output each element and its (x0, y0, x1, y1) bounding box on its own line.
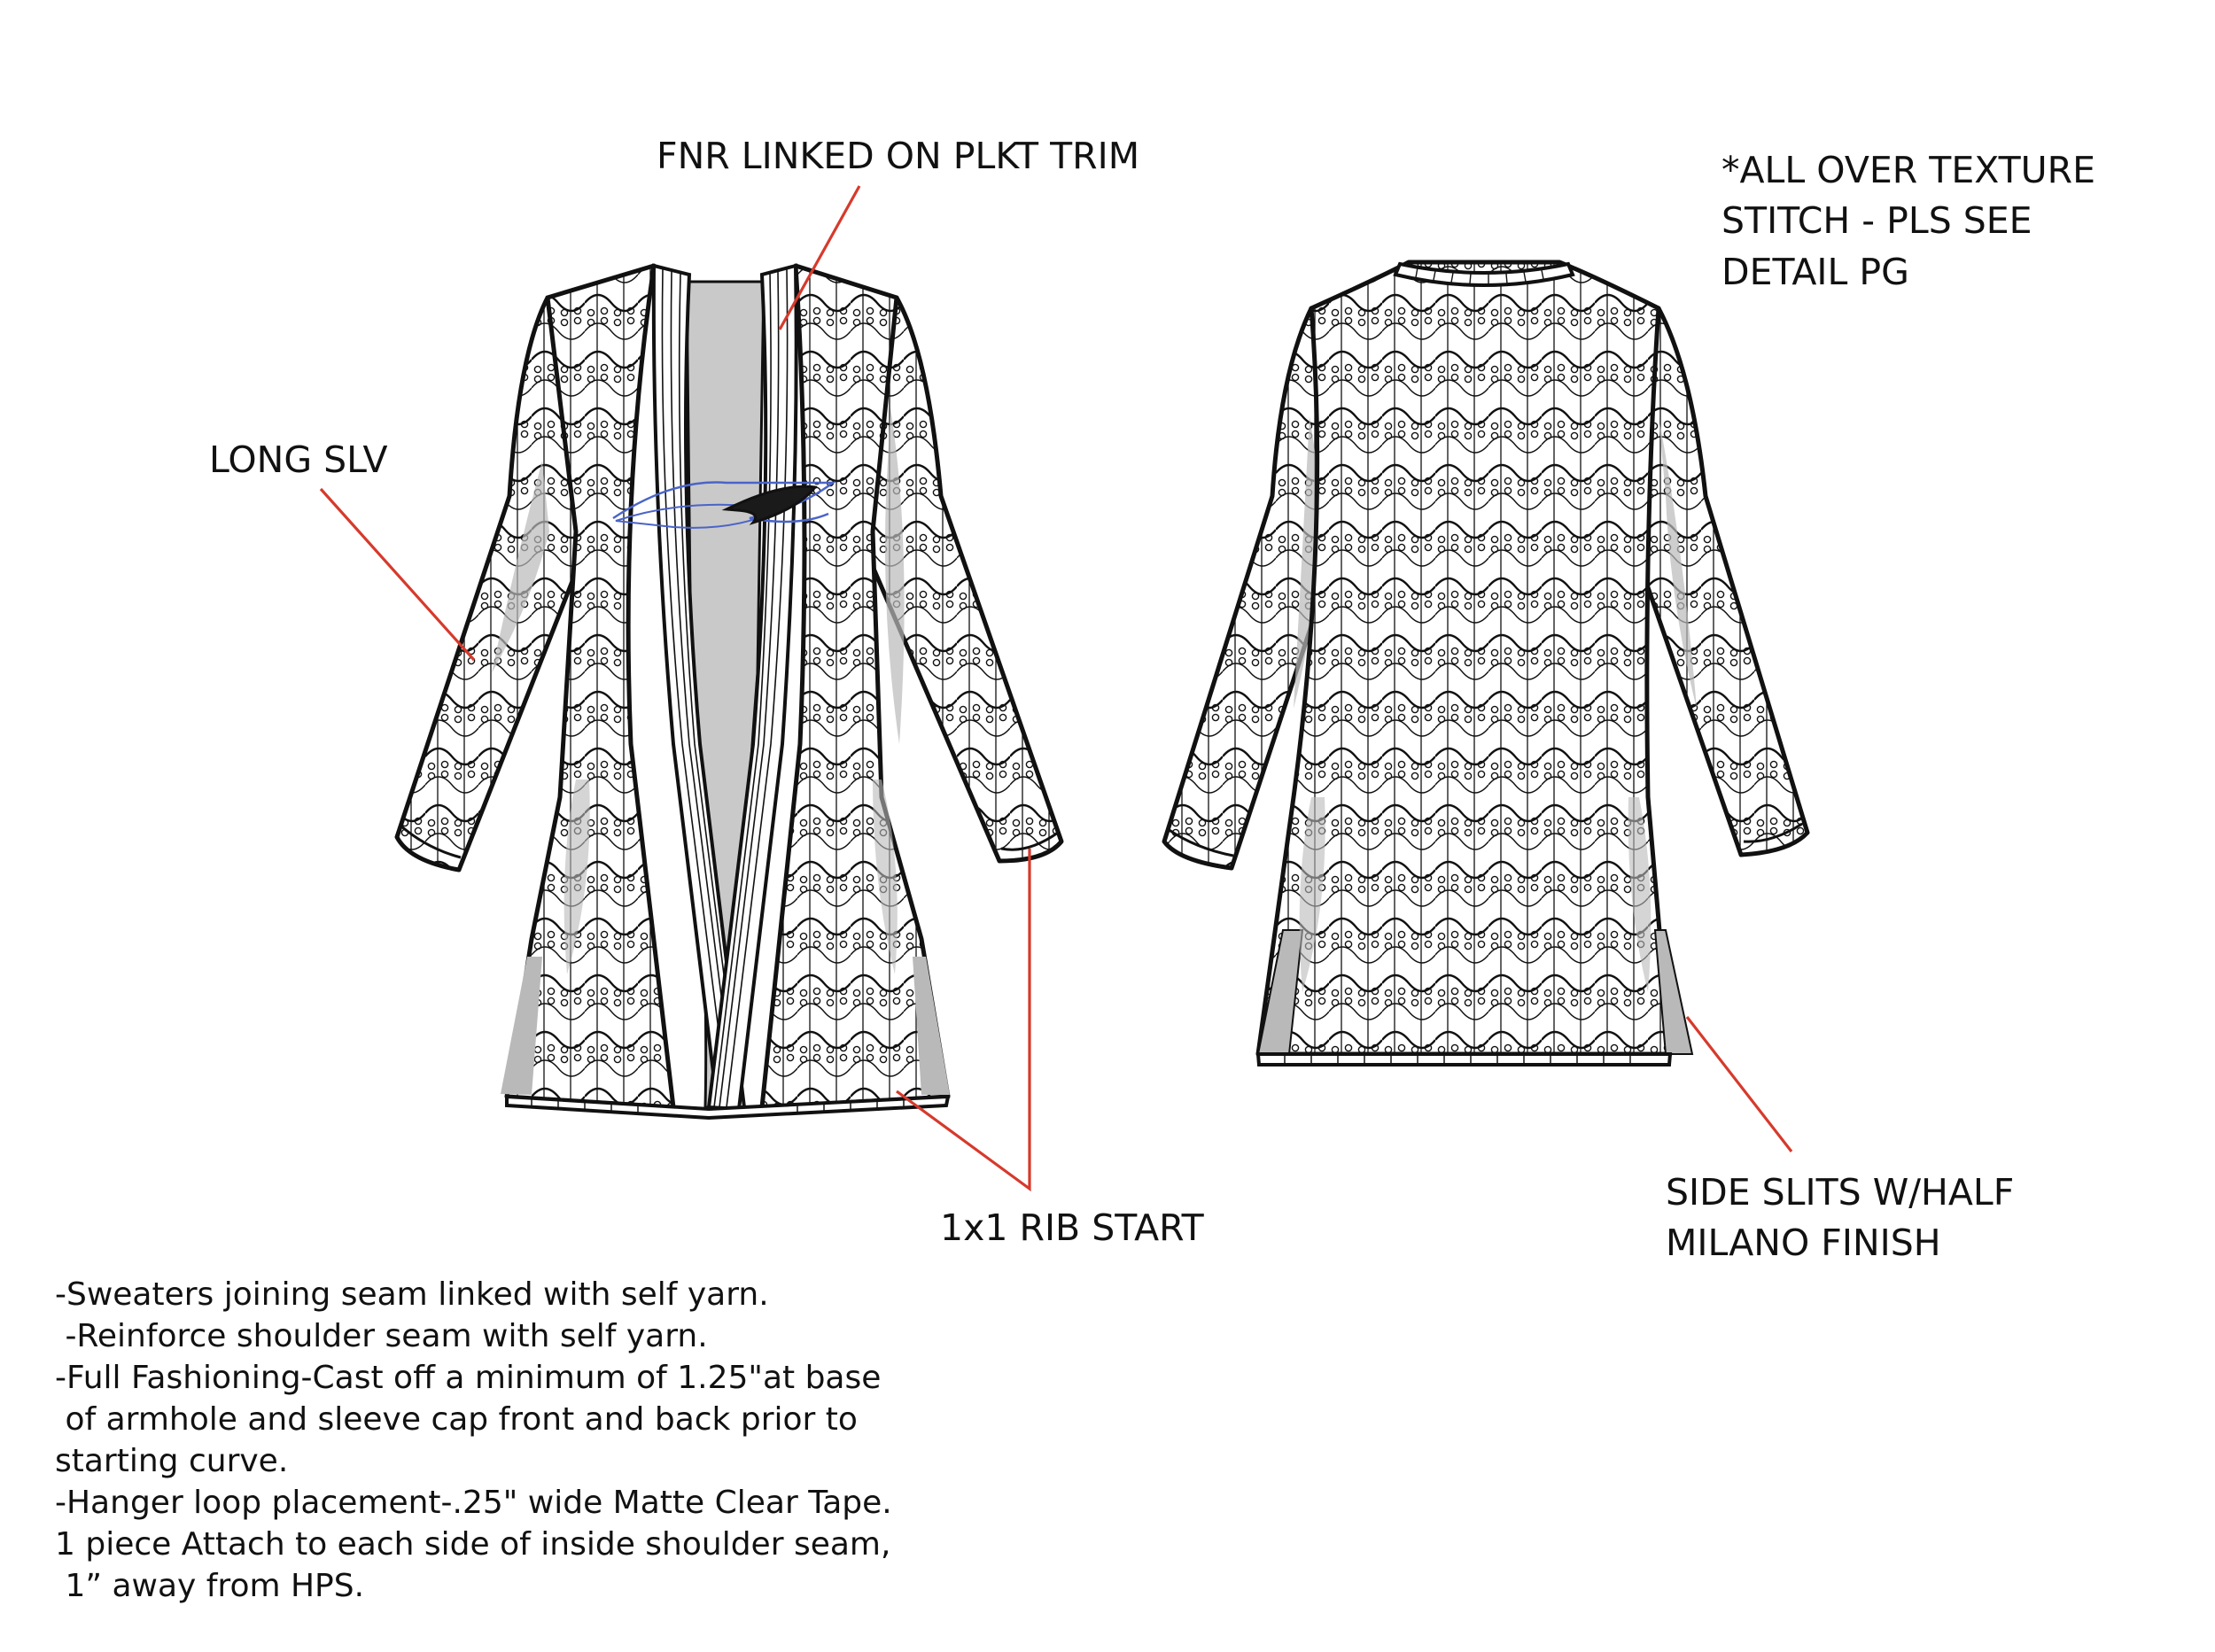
note-line: 1” away from HPS. (55, 1568, 365, 1604)
back-body (1258, 262, 1670, 1054)
leader-side-slits (1687, 1017, 1791, 1152)
callout-texture (1721, 145, 2095, 298)
construction-notes (55, 1274, 892, 1607)
callout-rib-start: 1x1 RIB START (940, 1206, 1204, 1249)
note-line: -Hanger loop placement-.25" wide Matte Clear Tape. (55, 1485, 892, 1521)
callout-side-slits (1666, 1167, 2014, 1269)
note-line: 1 piece Attach to each side of inside shoulder seam, (55, 1526, 891, 1563)
callout-plkt-trim: FNR LINKED ON PLKT TRIM (657, 135, 1140, 177)
callout-texture-line: STITCH - PLS SEE (1721, 199, 2032, 243)
note-line: starting curve. (55, 1443, 289, 1479)
callout-side-slits-line: SIDE SLITS W/HALF (1666, 1171, 2015, 1214)
callout-texture-line: DETAIL PG (1721, 250, 1909, 293)
note-line: -Full Fashioning-Cast off a minimum of 1.25"at base (55, 1360, 882, 1396)
cardigan-front (397, 266, 1061, 1118)
callout-long-sleeve: LONG SLV (209, 438, 388, 481)
note-line: -Reinforce shoulder seam with self yarn. (55, 1318, 708, 1354)
back-hem-rib (1258, 1054, 1670, 1065)
callout-texture-line: *ALL OVER TEXTURE (1721, 149, 2096, 191)
cardigan-back (1164, 262, 1807, 1065)
note-line: -Sweaters joining seam linked with self yarn. (55, 1276, 769, 1313)
callout-side-slits-line: MILANO FINISH (1666, 1222, 1941, 1265)
leader-long-sleeve (321, 489, 474, 660)
note-line: of armhole and sleeve cap front and back prior to (55, 1401, 858, 1438)
